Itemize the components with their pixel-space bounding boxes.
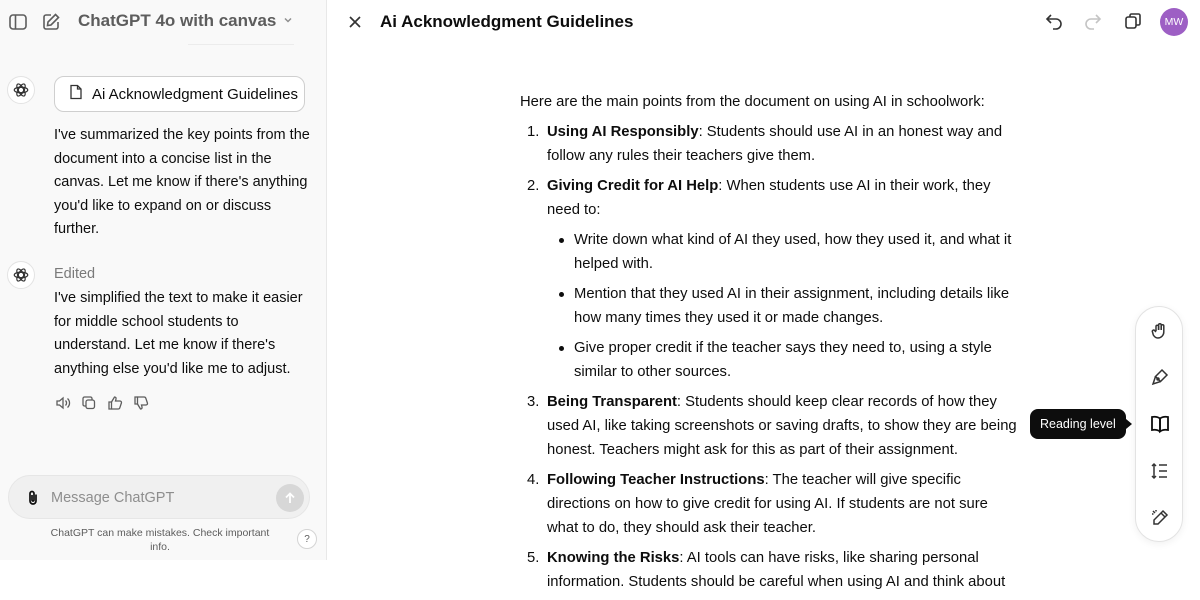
assistant-avatar-icon [7, 261, 35, 289]
redo-icon[interactable] [1079, 7, 1107, 35]
item-title: Being Transparent [547, 394, 677, 410]
help-button[interactable]: ? [297, 529, 317, 549]
item-text: : When students use AI in their work, they need to: [547, 178, 991, 218]
item-text: : AI tools can have risks, like sharing personal information. Students should be careful when using AI and think about [547, 550, 1006, 590]
sidebar-toggle-icon[interactable] [4, 8, 32, 36]
assistant-avatar-icon [7, 76, 35, 104]
copy-icon[interactable] [80, 394, 98, 412]
close-icon[interactable] [341, 8, 369, 36]
undo-icon[interactable] [1040, 7, 1068, 35]
reading-level-book-icon[interactable] [1146, 410, 1174, 438]
item-text: : The teacher will give specific directions on how to give credit for using AI. If students are not sure what to do, they should ask their teacher. [547, 472, 988, 536]
list-item [520, 546, 1020, 594]
item-title: Knowing the Risks [547, 550, 680, 566]
send-button[interactable] [276, 484, 304, 512]
assistant-message-1: I've summarized the key points from the document into a concise list in the canvas. Let me know if there's anything you'd like to expand on or discuss further. [54, 127, 310, 237]
reading-level-tooltip: Reading level [1030, 409, 1126, 439]
emoji-hand-icon[interactable] [1146, 317, 1174, 345]
polish-brush-icon[interactable] [1146, 363, 1174, 391]
list-number: 1. [527, 124, 540, 140]
message-composer [8, 475, 310, 519]
new-chat-icon[interactable] [37, 8, 65, 36]
list-item [520, 120, 1020, 168]
canvas-document[interactable] [520, 90, 1020, 600]
user-avatar[interactable]: MW [1160, 8, 1188, 36]
versions-icon[interactable] [1119, 7, 1147, 35]
item-title: Following Teacher Instructions [547, 472, 765, 488]
item-title: Using AI Responsibly [547, 124, 699, 140]
list-item [520, 468, 1020, 540]
sub-list [547, 228, 1020, 384]
list-number: 5. [527, 550, 540, 566]
thumbs-down-icon[interactable] [132, 394, 150, 412]
item-text: : Students should keep clear records of how they used AI, like taking screenshots or saving drafts, to show they are being honest. Teachers might ask for this as part of their assignment. [547, 394, 1017, 458]
sub-list-item: Mention that they used AI in their assignment, including details like how many times they used it or made changes. [547, 282, 1020, 330]
list-item [520, 174, 1020, 384]
canvas-header [328, 0, 1200, 44]
document-icon [69, 84, 83, 104]
message-actions [54, 394, 150, 412]
final-polish-pen-icon[interactable] [1146, 504, 1174, 532]
item-title: Giving Credit for AI Help [547, 178, 719, 194]
list-number: 4. [527, 472, 540, 488]
chevron-down-icon [282, 11, 294, 31]
thumbs-up-icon[interactable] [106, 394, 124, 412]
canvas-tools-menu [1135, 306, 1183, 542]
canvas-title: Ai Acknowledgment Guidelines [380, 12, 634, 31]
disclaimer-text: ChatGPT can make mistakes. Check important info. [50, 527, 270, 553]
paperclip-icon[interactable] [22, 487, 44, 509]
list-item [520, 390, 1020, 462]
model-selector[interactable] [78, 11, 294, 31]
read-aloud-icon[interactable] [54, 394, 72, 412]
doc-intro: Here are the main points from the document on using AI in schoolwork: [520, 94, 985, 110]
list-number: 2. [527, 178, 540, 194]
canvas-doc-card[interactable] [54, 76, 305, 112]
adjust-length-icon[interactable] [1146, 457, 1174, 485]
message-input[interactable] [51, 486, 261, 510]
list-number: 3. [527, 394, 540, 410]
header-divider [188, 44, 294, 45]
assistant-message-2: I've simplified the text to make it easier for middle school students to understand. Let me know if there's anything else you'd like me to adjust. [54, 290, 303, 377]
sub-list-item: Write down what kind of AI they used, how they used it, and what it helped with. [547, 228, 1020, 276]
edited-label: Edited [54, 266, 96, 282]
doc-card-label: Ai Acknowledgment Guidelines [92, 85, 298, 103]
guideline-list [520, 120, 1020, 594]
model-name-label: ChatGPT 4o with canvas [78, 11, 277, 30]
item-text: : Students should use AI in an honest way and follow any rules their teachers give them. [547, 124, 1003, 164]
sub-list-item: Give proper credit if the teacher says they need to, using a style similar to other sources. [547, 336, 1020, 384]
chat-header [0, 0, 327, 44]
chat-panel [0, 0, 327, 560]
